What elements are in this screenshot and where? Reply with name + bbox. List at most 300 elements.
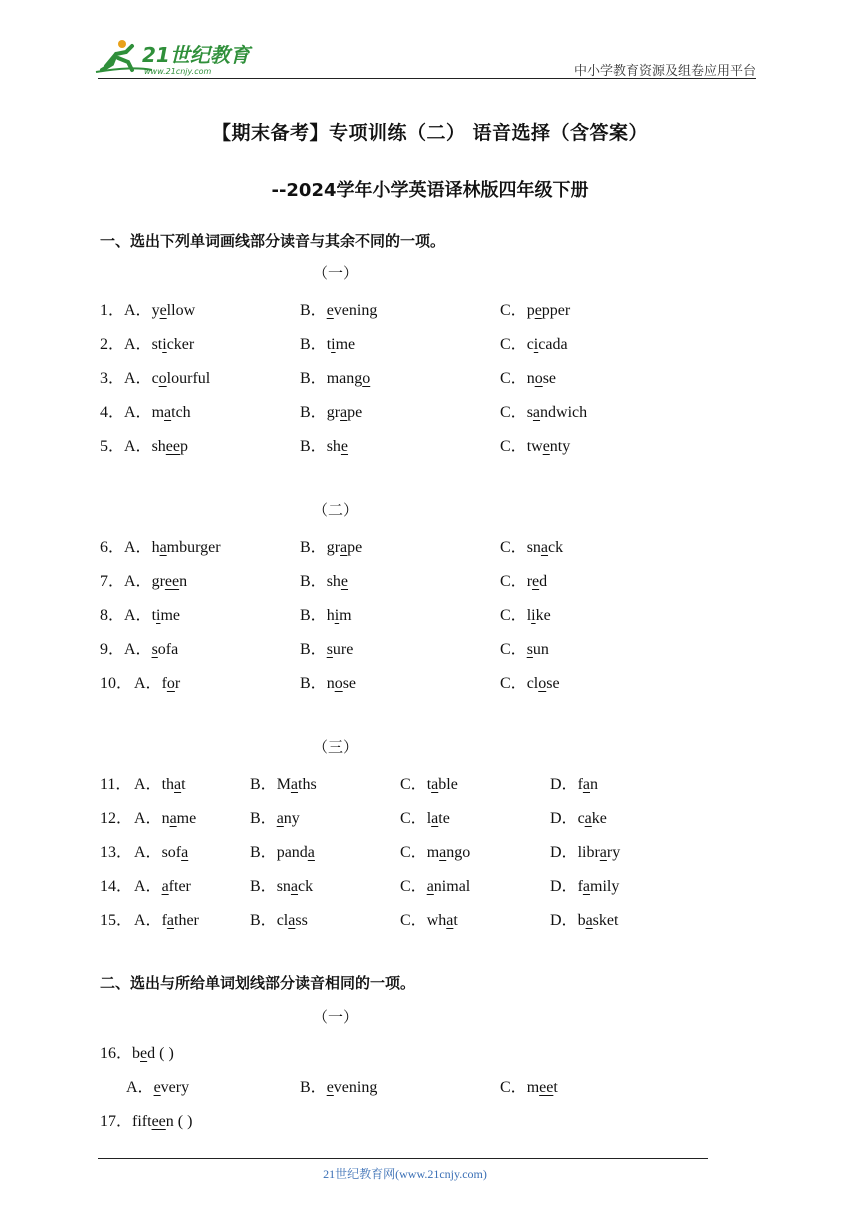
option-b[interactable] [300, 602, 352, 625]
question-prompt [100, 1040, 174, 1063]
underlined-letters: o [362, 370, 371, 387]
option-word [277, 810, 300, 827]
word-part: cada [538, 336, 568, 353]
option-word [527, 302, 571, 319]
group-label: （二） [313, 501, 359, 519]
option-a[interactable] [124, 568, 187, 591]
footer-text: 21世纪教育网(www.21cnjy.com) [323, 1167, 487, 1181]
option-letter: C． [500, 607, 527, 624]
word-part: vening [333, 1079, 378, 1096]
option-c[interactable] [500, 670, 560, 693]
option-c[interactable] [500, 602, 551, 625]
option-c[interactable] [400, 805, 450, 828]
option-letter: B． [250, 810, 277, 827]
word-part: ck [548, 539, 564, 556]
word-part: h [151, 539, 160, 556]
option-word [327, 404, 363, 421]
word-part: f [577, 776, 583, 793]
underlined-letters: ee [151, 1113, 166, 1130]
word-part: fter [168, 878, 191, 895]
word-part: ck [298, 878, 314, 895]
option-b[interactable] [300, 534, 362, 557]
underlined-letters: a [290, 776, 299, 793]
question-number: 5． [100, 438, 125, 455]
word-part: ss [295, 912, 308, 929]
option-letter: C． [400, 810, 427, 827]
option-letter: A． [124, 438, 152, 455]
option-word [527, 370, 556, 387]
word-part: se [342, 675, 357, 692]
question-number: 1． [100, 302, 125, 319]
option-letter: A． [124, 336, 152, 353]
option-c[interactable] [500, 297, 570, 320]
underlined-letters: a [439, 844, 447, 861]
underlined-letters: e [534, 302, 542, 319]
underlined-letters: a [431, 776, 439, 793]
word-part: gr [326, 404, 341, 421]
word-part: pe [347, 404, 363, 421]
underlined-letters: e [542, 438, 550, 455]
option-letter: B． [300, 438, 327, 455]
option-word [327, 539, 363, 556]
option-word [327, 302, 378, 319]
question-number: 7． [100, 573, 125, 590]
option-b[interactable] [250, 873, 313, 896]
word-part: cl [526, 675, 539, 692]
underlined-letters: e [153, 1079, 161, 1096]
word-part: pe [347, 539, 363, 556]
option-c[interactable] [400, 839, 470, 862]
word-part: ofa [157, 641, 179, 658]
option-word [152, 438, 188, 455]
option-a[interactable] [124, 433, 188, 456]
option-a[interactable] [134, 670, 180, 693]
underlined-letters: s [326, 641, 333, 658]
option-a[interactable] [124, 365, 210, 388]
word-part: libr [577, 844, 600, 861]
option-letter: B． [300, 607, 327, 624]
answer-blank: ( ) [155, 1045, 174, 1062]
option-word [152, 539, 221, 556]
underlined-letters: a [307, 844, 315, 861]
option-word [427, 844, 471, 861]
question-number: 10． [100, 675, 133, 692]
word-part: tw [526, 438, 543, 455]
option-letter: C． [500, 539, 527, 556]
word-part: very [160, 1079, 190, 1096]
option-letter: A． [134, 844, 162, 861]
option-letter: A． [124, 539, 152, 556]
word-part: wh [426, 912, 447, 929]
option-word [152, 370, 211, 387]
option-word [277, 912, 308, 929]
option-word [327, 336, 355, 353]
option-letter: B． [300, 573, 327, 590]
word-part: sn [526, 539, 541, 556]
option-c[interactable] [400, 771, 458, 794]
word-part: t [453, 912, 458, 929]
word-part: sket [592, 912, 619, 929]
option-b[interactable] [300, 636, 353, 659]
option-letter: A． [124, 607, 152, 624]
word-part: pand [276, 844, 308, 861]
option-word [152, 302, 196, 319]
underlined-letters: a [181, 844, 189, 861]
underlined-letters: i [156, 607, 161, 624]
underlined-letters: i [162, 336, 167, 353]
header-divider [98, 78, 756, 79]
underlined-letters: i [331, 336, 336, 353]
option-word [327, 573, 348, 590]
question-number: 3． [100, 370, 125, 387]
option-letter: A． [124, 573, 152, 590]
word-part: n [326, 675, 335, 692]
word-part: ndwich [540, 404, 588, 421]
word-part: mburger [166, 539, 221, 556]
underlined-letters: a [276, 810, 284, 827]
question-number: 12． [100, 810, 133, 827]
option-word [527, 438, 571, 455]
word-part: t [326, 336, 332, 353]
option-a[interactable] [134, 805, 196, 828]
option-word [277, 776, 317, 793]
option-word [427, 776, 458, 793]
underlined-letters: o [158, 370, 167, 387]
word-part: ny [283, 810, 300, 827]
option-word [578, 844, 621, 861]
word-part: cl [276, 912, 289, 929]
word-part: n [526, 370, 535, 387]
option-a[interactable] [134, 873, 191, 896]
logo-url: www.21cnjy.com [144, 67, 212, 76]
underlined-letters: i [334, 607, 340, 624]
word-part: lourful [166, 370, 211, 387]
word-part: ths [298, 776, 317, 793]
question-number: 13． [100, 844, 133, 861]
option-letter: D． [550, 810, 578, 827]
underlined-letters: o [166, 675, 175, 692]
word-part: d [539, 573, 548, 590]
word-part: th [161, 776, 175, 793]
question-number: 4． [100, 404, 125, 421]
option-b[interactable] [300, 568, 348, 591]
option-d[interactable] [550, 907, 618, 930]
underlined-letters: ee [165, 438, 180, 455]
word-part: ble [438, 776, 458, 793]
option-a[interactable] [134, 839, 188, 862]
option-a[interactable] [124, 602, 180, 625]
word-part: c [577, 810, 585, 827]
word-part: cker [166, 336, 195, 353]
word-part: sof [161, 844, 182, 861]
word-part: ry [606, 844, 621, 861]
option-d[interactable] [550, 873, 619, 896]
option-word [527, 607, 551, 624]
option-word [427, 878, 471, 895]
option-a[interactable] [134, 907, 199, 930]
word-part: y [151, 302, 160, 319]
underlined-letters: a [540, 539, 549, 556]
option-word [327, 607, 352, 624]
option-letter: C． [500, 336, 527, 353]
option-b[interactable] [250, 907, 308, 930]
option-letter: D． [550, 844, 578, 861]
underlined-letters: e [340, 573, 349, 590]
word-part: sh [326, 573, 341, 590]
word-part: n [161, 810, 170, 827]
option-word [152, 573, 188, 590]
word-part: n [165, 1113, 174, 1130]
word-part: m [426, 844, 440, 861]
option-letter: B． [300, 302, 327, 319]
underlined-letters: i [531, 607, 536, 624]
option-letter: C． [500, 404, 527, 421]
site-logo [92, 36, 262, 78]
option-letter: A． [124, 404, 152, 421]
word-part: m [151, 404, 165, 421]
option-letter: A． [134, 878, 162, 895]
word-part: t [426, 776, 432, 793]
option-letter: C． [500, 675, 527, 692]
word-part: m [526, 1079, 540, 1096]
word-part: n [179, 573, 188, 590]
word-part: un [532, 641, 549, 658]
word-part: tch [171, 404, 191, 421]
word-part: M [276, 776, 291, 793]
option-letter: C． [500, 641, 527, 658]
option-word [527, 404, 587, 421]
option-word [162, 776, 186, 793]
underlined-letters: e [340, 438, 349, 455]
option-c[interactable] [400, 873, 470, 896]
option-d[interactable] [550, 839, 620, 862]
option-b[interactable] [300, 331, 355, 354]
word-part: b [132, 1045, 141, 1062]
option-word [578, 776, 598, 793]
option-word [527, 573, 547, 590]
runner-logo-icon [92, 36, 262, 78]
option-word [527, 675, 560, 692]
page-subtitle: --2024学年小学英语译林版四年级下册 [271, 180, 589, 201]
underlined-letters: a [599, 844, 607, 861]
word-part: p [526, 302, 535, 319]
group-label: （一） [313, 1008, 359, 1026]
option-letter: B． [300, 370, 327, 387]
option-letter: C． [500, 438, 527, 455]
option-letter: B． [250, 912, 277, 929]
underlined-letters: ee [164, 573, 180, 590]
option-b[interactable] [300, 1074, 377, 1097]
underlined-letters: a [426, 878, 434, 895]
option-letter: D． [550, 912, 578, 929]
option-word [578, 878, 620, 895]
word-part: gr [151, 573, 165, 590]
word-part: te [438, 810, 450, 827]
option-b[interactable] [300, 365, 370, 388]
word-part: l [526, 607, 532, 624]
word-part: t [151, 607, 157, 624]
option-c[interactable] [500, 636, 549, 659]
option-a[interactable] [124, 297, 195, 320]
option-letter: B． [250, 878, 277, 895]
option-a[interactable] [124, 331, 194, 354]
option-word [327, 370, 371, 387]
option-word [327, 438, 348, 455]
question-number: 17． [100, 1113, 133, 1130]
option-a[interactable] [124, 534, 221, 557]
underlined-letters: i [533, 336, 539, 353]
option-c[interactable] [500, 365, 556, 388]
option-c[interactable] [500, 433, 570, 456]
question-number: 9． [100, 641, 125, 658]
group-label: （一） [313, 264, 359, 282]
option-letter: A． [134, 810, 162, 827]
underlined-letters: a [584, 810, 592, 827]
option-c[interactable] [500, 1074, 558, 1097]
underlined-letters: a [288, 912, 296, 929]
word-part: f [161, 912, 167, 929]
option-a[interactable] [126, 1074, 189, 1097]
word-part: f [577, 878, 583, 895]
header-tagline: 中小学教育资源及组卷应用平台 [573, 64, 756, 79]
option-letter: C． [500, 1079, 527, 1096]
word-part: mily [590, 878, 620, 895]
option-word [162, 810, 197, 827]
option-letter: B． [300, 675, 327, 692]
option-word [162, 675, 181, 692]
word-part: st [151, 336, 163, 353]
word-part: mang [326, 370, 363, 387]
option-word [152, 404, 191, 421]
word-part: ke [535, 607, 551, 624]
option-d[interactable] [550, 771, 598, 794]
option-word [427, 810, 450, 827]
option-d[interactable] [550, 805, 607, 828]
option-letter: D． [550, 776, 578, 793]
option-letter: C． [500, 302, 527, 319]
option-letter: C． [500, 370, 527, 387]
word-part: t [181, 776, 186, 793]
question-number: 16． [100, 1045, 133, 1062]
question-number: 11． [100, 776, 132, 793]
word-part: se [542, 370, 557, 387]
word-part: nimal [433, 878, 471, 895]
option-word [527, 1079, 558, 1096]
question-number: 8． [100, 607, 125, 624]
option-word [132, 1045, 155, 1062]
underlined-letters: e [532, 573, 540, 590]
word-part: llow [166, 302, 196, 319]
option-letter: B． [300, 1079, 327, 1096]
word-part: sn [276, 878, 291, 895]
underlined-letters: ee [539, 1079, 554, 1096]
option-letter: C． [400, 844, 427, 861]
footer-divider [98, 1158, 708, 1159]
option-letter: B． [300, 641, 327, 658]
underlined-letters: a [582, 878, 590, 895]
word-part: pper [541, 302, 571, 319]
option-word [132, 1113, 174, 1130]
option-letter: C． [500, 573, 527, 590]
word-part: ke [591, 810, 607, 827]
option-word [154, 1079, 190, 1096]
option-letter: C． [400, 776, 427, 793]
option-c[interactable] [500, 568, 547, 591]
word-part: ure [332, 641, 354, 658]
option-b[interactable] [300, 670, 356, 693]
word-part: c [151, 370, 159, 387]
word-part: b [577, 912, 586, 929]
option-word [152, 336, 195, 353]
underlined-letters: a [532, 404, 541, 421]
option-letter: A． [126, 1079, 154, 1096]
word-part: se [546, 675, 560, 692]
option-word [327, 675, 356, 692]
option-word [527, 641, 549, 658]
option-letter: A． [124, 302, 152, 319]
word-part: fift [132, 1113, 152, 1130]
option-letter: B． [250, 844, 277, 861]
underlined-letters: a [290, 878, 299, 895]
word-part: f [161, 675, 167, 692]
option-word [162, 912, 199, 929]
option-word [527, 539, 563, 556]
option-b[interactable] [250, 839, 315, 862]
option-b[interactable] [250, 771, 317, 794]
underlined-letters: a [166, 912, 174, 929]
option-a[interactable] [124, 636, 178, 659]
word-part: vening [333, 302, 378, 319]
option-letter: C． [400, 912, 427, 929]
underlined-letters: s [526, 641, 533, 658]
option-b[interactable] [300, 297, 377, 320]
question-number: 2． [100, 336, 125, 353]
option-c[interactable] [500, 534, 563, 557]
word-part: t [553, 1079, 558, 1096]
underlined-letters: a [159, 539, 167, 556]
option-word [152, 607, 180, 624]
option-c[interactable] [500, 399, 587, 422]
group-label: （三） [313, 738, 359, 756]
underlined-letters: a [340, 539, 348, 556]
option-word [527, 336, 568, 353]
option-letter: A． [134, 675, 162, 692]
option-a[interactable] [134, 771, 186, 794]
option-b[interactable] [300, 399, 362, 422]
word-part: l [426, 810, 432, 827]
underlined-letters: a [161, 878, 169, 895]
option-c[interactable] [400, 907, 458, 930]
option-a[interactable] [124, 399, 191, 422]
word-part: ngo [446, 844, 471, 861]
option-b[interactable] [250, 805, 300, 828]
underlined-letters: a [174, 776, 182, 793]
option-letter: D． [550, 878, 578, 895]
word-part: s [526, 404, 533, 421]
underlined-letters: e [140, 1045, 148, 1062]
option-c[interactable] [500, 331, 568, 354]
option-word [427, 912, 458, 929]
question-number: 6． [100, 539, 125, 556]
underlined-letters: a [340, 404, 348, 421]
word-part: sh [326, 438, 341, 455]
answer-blank: ( ) [173, 1113, 193, 1130]
option-word [152, 641, 179, 658]
underlined-letters: a [446, 912, 454, 929]
word-part: n [590, 776, 598, 793]
option-b[interactable] [300, 433, 348, 456]
option-letter: A． [134, 776, 162, 793]
